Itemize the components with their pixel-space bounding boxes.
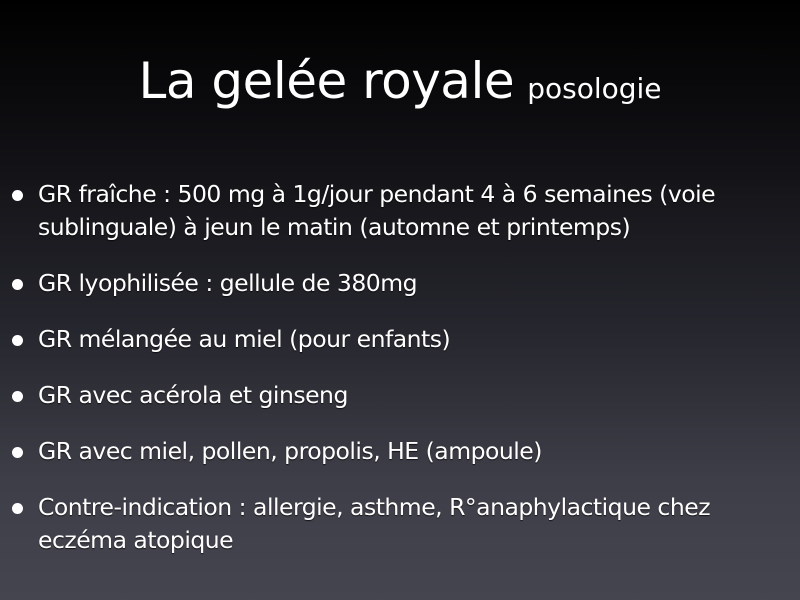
- bullet-dot-icon: [12, 190, 23, 201]
- slide-title: [0, 52, 800, 110]
- bullet-list: [12, 178, 788, 580]
- bullet-text: GR avec miel, pollen, propolis, HE (ampoule): [38, 437, 542, 465]
- bullet-dot-icon: [12, 279, 23, 290]
- bullet-text: GR fraîche : 500 mg à 1g/jour pendant 4 à 6 semaines (voie sublinguale) à jeun le matin (automne et printemps): [38, 180, 716, 241]
- bullet-text: GR avec acérola et ginseng: [38, 381, 348, 409]
- bullet-text: Contre-indication : allergie, asthme, R°anaphylactique chez eczéma atopique: [38, 493, 711, 554]
- bullet-item: [12, 435, 788, 468]
- bullet-dot-icon: [12, 391, 23, 402]
- bullet-item: [12, 323, 788, 356]
- bullet-text: GR mélangée au miel (pour enfants): [38, 325, 451, 353]
- bullet-item: [12, 267, 788, 300]
- title-subtitle: posologie: [527, 72, 662, 105]
- bullet-item: [12, 178, 788, 244]
- bullet-text: GR lyophilisée : gellule de 380mg: [38, 269, 418, 297]
- bullet-dot-icon: [12, 447, 23, 458]
- bullet-dot-icon: [12, 503, 23, 514]
- bullet-dot-icon: [12, 335, 23, 346]
- bullet-item: [12, 379, 788, 412]
- bullet-item: [12, 491, 788, 557]
- title-main: La gelée royale: [138, 52, 515, 110]
